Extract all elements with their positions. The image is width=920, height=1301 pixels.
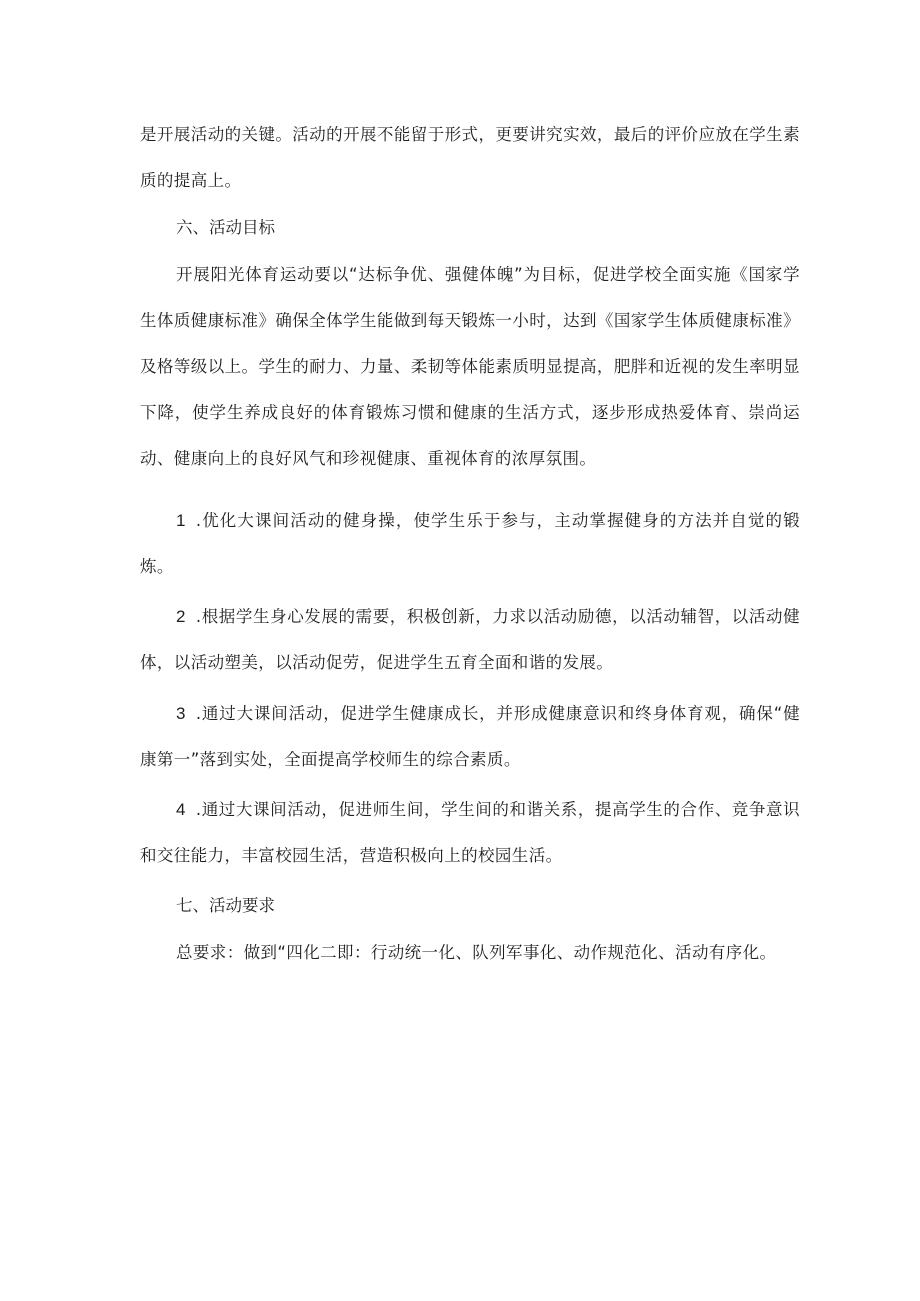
list-item-1: [140, 498, 800, 590]
list-item-3: [140, 691, 800, 783]
list-item-number: 4: [176, 800, 186, 819]
list-item-text: .通过大课间活动，促进师生间，学生间的和谐关系，提高学生的合作、竞争意识和交往能力，丰富校园生活，营造积极向上的校园生活。: [140, 800, 800, 865]
list-item-text: .优化大课间活动的健身操，使学生乐于参与，主动掌握健身的方法并自觉的锻炼。: [140, 511, 800, 576]
list-item-number: 2: [176, 607, 186, 626]
list-item-text: .根据学生身心发展的需要，积极创新，力求以活动励德，以活动辅智，以活动健体，以活动塑美，以活动促劳，促进学生五育全面和谐的发展。: [140, 607, 800, 672]
list-item-number: 3: [176, 704, 186, 723]
paragraph-activity-goal: 开展阳光体育运动要以“达标争优、强健体魄”为目标，促进学校全面实施《国家学生体质健康标准》确保全体学生能做到每天锻炼一小时，达到《国家学生体质健康标准》及格等级以上。学生的耐力、力量、柔韧等体能素质明显提高，肥胖和近视的发生率明显下降，使学生养成良好的体育锻炼习惯和健康的生活方式，逐步形成热爱体育、崇尚运动、健康向上的良好风气和珍视健康、重视体育的浓厚氛围。: [140, 265, 800, 468]
list-item-text: .通过大课间活动，促进学生健康成长，并形成健康意识和终身体育观，确保“健康第一”落到实处，全面提高学校师生的综合素质。: [140, 704, 800, 769]
section-heading-7: 七、活动要求: [176, 896, 275, 915]
paragraph-general-requirement: 总要求：做到“四化二即：行动统一化、队列军事化、动作规范化、活动有序化。: [176, 943, 777, 962]
section-heading-6: 六、活动目标: [176, 218, 275, 237]
list-item-2: [140, 594, 800, 686]
list-item-number: 1: [176, 511, 186, 530]
paragraph-continuation: 是开展活动的关键。活动的开展不能留于形式，更要讲究实效，最后的评价应放在学生素质的提高上。: [140, 125, 800, 190]
list-item-4: [140, 787, 800, 879]
